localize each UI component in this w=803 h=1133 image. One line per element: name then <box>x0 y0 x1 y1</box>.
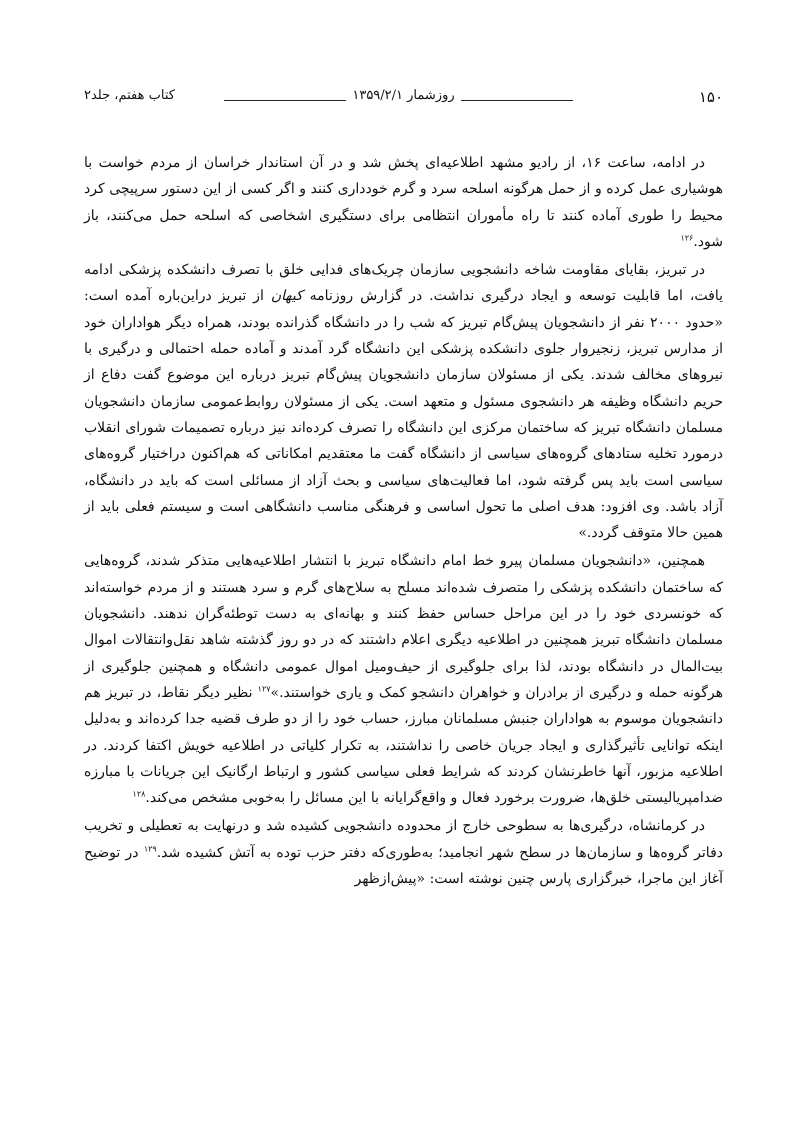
paragraph-text: در تبریز، بقایای مقاومت شاخه دانشجویی سازمان چریک‌های فدایی خلق با تصرف دانشکده پزشکی ادامه یافت، اما قابلیت توسعه و ایجاد درگیری نداشت. در گزارش روزنامه <box>84 262 723 305</box>
paragraph-1 <box>84 150 723 255</box>
paragraph-3 <box>84 548 723 811</box>
paragraph-text: در کرمانشاه، درگیری‌ها به سطوحی خارج از محدوده دانشجویی کشیده شد و درنهایت به تعطیلی و تخریب دفاتر گروه‌ها و سازمان‌ها در سطح شهر انجامید؛ به‌طوری‌که دفتر حزب توده به آتش کشیده شد. <box>84 818 723 861</box>
book-title: کتاب هفتم، جلد۲ <box>84 88 175 103</box>
page-number: ۱۵۰ <box>698 88 723 106</box>
paragraph-text: همچنین، «دانشجویان مسلمان پیرو خط امام دانشگاه تبریز با انتشار اطلاعیه‌هایی متذکر شدند، گروه‌هایی که ساختمان دانشکده پزشکی را متصرف شده‌اند مسلح به سلاح‌های گرم و سرد هستند و از مردم خواسته‌اند که خونسردی خود را در این مراحل حساس حفظ کنند و بهانه‌ای به دست توطئه‌گران ندهند. دانشجویان مسلمان دانشگاه تبریز همچنین در اطلاعیه دیگری اعلام داشتند که در دو روز گذشته شاهد نقل‌وانتقالات اموال بیت‌المال در دانشگاه بودند، لذا برای جلوگیری از حیف‌ومیل اموال عمومی دانشگاه و همچنین جلوگیری از هرگونه حمله و درگیری از برادران و خواهران دانشجو کمک و یاری خواستند.» <box>84 553 724 701</box>
newspaper-name: کیهان <box>270 288 303 305</box>
footnote-marker: ۱۲۷ <box>257 684 271 694</box>
paragraph-2 <box>84 257 723 546</box>
paragraph-4 <box>84 813 723 892</box>
body-text <box>84 150 723 892</box>
chronicle-date: روزشمار ۱۳۵۹/۲/۱ <box>346 88 460 103</box>
paragraph-text: نظیر دیگر نقاط، در تبریز هم دانشجویان موسوم به هواداران جنبش مسلمانان مبارز، حساب خود را از دو طرف قضیه جدا کرده‌اند و به‌دلیل اینکه توانایی تأثیرگذاری و ایجاد جریان خاصی را نداشتند، به تکرار کلیاتی در اطلاعیه خویش اکتفا کردند. در اطلاعیه مزبور، آنها خاطرنشان کردند که شرایط فعلی سیاسی کشور و ارتباط ارگانیک این جریانات با مبارزه ضدامپریالیستی خلق‌ها، ضرورت برخورد فعال و واقع‌گرایانه با این مسائل را به‌خوبی مشخص می‌کند. <box>84 684 723 807</box>
running-header <box>84 88 723 118</box>
footnote-marker: ۱۲۸ <box>132 789 146 799</box>
footnote-marker: ۱۲۹ <box>143 844 157 854</box>
paragraph-text: در توضیح آغاز این ماجرا، خبرگزاری پارس چنین نوشته است: «پیش‌ازظهر <box>84 844 723 888</box>
paragraph-text: در ادامه، ساعت ۱۶، از رادیو مشهد اطلاعیه‌ای پخش شد و در آن استاندار خراسان از مردم خواست با هوشیاری عمل کرده و از حمل هرگونه اسلحه سرد و گرم خودداری کنند و اگر کسی از این دستور سرپیچی کرد محیط را طوری آماده کنند تا راه مأموران انتظامی برای دستگیری اشخاصی که اسلحه حمل می‌کنند، باز شود. <box>84 155 723 250</box>
footnote-marker: ۱۲۶ <box>680 233 694 243</box>
paragraph-text: از تبریز دراین‌باره آمده است: «حدود ۲۰۰۰ نفر از دانشجویان پیش‌گام تبریز که شب را در دانشگاه گذرانده بودند، همراه دیگر هواداران خود از مدارس تبریز، زنجیروار جلوی دانشکده پزشکی این دانشگاه گرد آمدند و آماده حمله احتمالی و درگیری با نیروهای مخالف شدند. یکی از مسئولان سازمان دانشجویان پیش‌گام تبریز درباره این موضوع گفت دفاع از حریم دانشگاه وظیفه هر دانشجوی مسئول و متعهد است. یکی از مسئولان روابط‌عمومی سازمان دانشجویان مسلمان دانشگاه تبریز که ساختمان مرکزی این دانشگاه را تصرف کرده‌اند نیز درباره تصمیمات شورای انقلاب درمورد تخلیه ستادهای گروه‌های سیاسی از دانشگاه گفت ما معتقدیم امکاناتی که هم‌اکنون دراختیار گروه‌های سیاسی است باید پس گرفته شود، اما فعالیت‌های سیاسی و بحث آزاد از مسائلی است که باید در دانشگاه، آزاد باشد. وی افزود: هدف اصلی ما تحول اساسی و فرهنگی مناسب دانشگاهی است و سیستم فعلی باید از همین حالا متوقف گردد.» <box>84 288 723 542</box>
